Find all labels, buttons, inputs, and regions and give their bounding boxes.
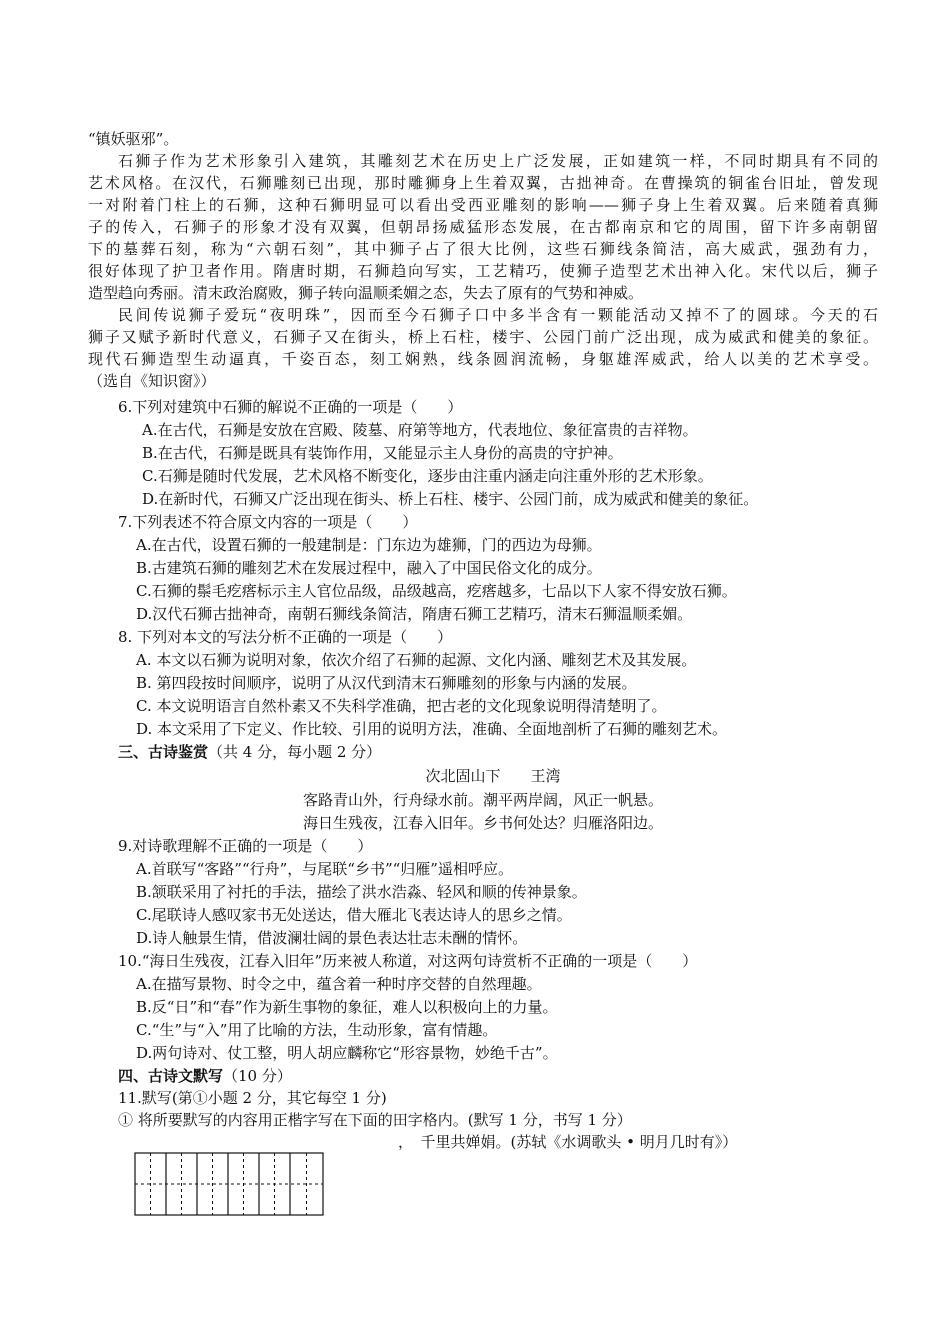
section-4-heading (118, 1065, 878, 1087)
question-6-option-a: A.在古代，石狮是安放在宫殿、陵墓、府第等地方，代表地位、象征富贵的吉祥物。 (142, 421, 698, 439)
question-8-option-c: C. 本文说明语言自然朴素又不失科学准确，把古老的文化现象说明得清楚明了。 (136, 697, 667, 715)
section-3-title: 三、古诗鉴赏 (118, 743, 209, 761)
passage-line: 民间传说狮子爱玩“夜明珠”，因而至今石狮子口中多半含有一颗能活动又掉不了的圆球。今天的石 (118, 306, 878, 324)
question-10-option-c: C.“生”与“入”用了比喻的方法，生动形象，富有情趣。 (136, 1021, 498, 1039)
question-7-option-d: D.汉代石狮古拙神奇，南朝石狮线条简洁，隋唐石狮工艺精巧，清末石狮温顺柔媚。 (136, 605, 693, 623)
passage-line: 下的墓葬石刻，称为“六朝石刻”，其中狮子占了很大比例，这些石狮线条简洁，高大威武，强劲有力， (88, 240, 878, 258)
section-3-heading (118, 741, 878, 763)
passage-line: 石狮子作为艺术形象引入建筑，其雕刻艺术在历史上广泛发展，正如建筑一样，不同时期具有不同的 (118, 152, 878, 170)
question-9-option-c: C.尾联诗人感叹家书无处送达，借大雁北飞表达诗人的思乡之情。 (136, 906, 572, 924)
question-8-option-b: B. 第四段按时间顺序，说明了从汉代到清末石狮雕刻的形象与内涵的发展。 (136, 674, 637, 692)
question-10-option-d: D.两句诗对、仗工整，明人胡应麟称它“形容景物，妙绝千古”。 (136, 1044, 558, 1062)
question-8-stem: 8. 下列对本文的写法分析不正确的一项是（ ） (118, 628, 453, 646)
question-9-option-d: D.诗人触景生情，借波澜壮阔的景色表达壮志未酬的情怀。 (136, 929, 528, 947)
question-7-option-c: C.石狮的鬃毛疙瘩标示主人官位品级，品级越高，疙瘩越多，七品以下人家不得安放石狮。 (136, 582, 737, 600)
passage-line: 艺术风格。在汉代，石狮雕刻已出现，那时雕狮身上生着双翼，古拙神奇。在曹操筑的铜雀台旧址，曾发现 (88, 174, 878, 192)
question-6-stem: 6.下列对建筑中石狮的解说不正确的一项是（ ） (118, 398, 463, 416)
passage-line: 现代石狮造型生动逼真，千姿百态，刻工娴熟，线条圆润流畅，身躯雄浑威武，给人以美的艺术享受。 (88, 350, 878, 368)
question-10-option-a: A.在描写景物、时令之中，蕴含着一种时序交替的自然理趣。 (136, 975, 542, 993)
question-6-option-b: B.在古代，石狮是既具有装饰作用，又能显示主人身份的高贵的守护神。 (142, 444, 623, 462)
section-4-title: 四、古诗文默写 (118, 1067, 224, 1085)
passage-line: 子的传入，石狮子的形象才没有双翼，但朝昂扬威猛形态发展，在古都南京和它的周围，留下许多南朝留 (88, 218, 878, 236)
question-9-option-b: B.颔联采用了衬托的手法，描绘了洪水浩淼、轻风和顺的传神景象。 (136, 883, 587, 901)
poem-line: 海日生残夜，江春入旧年。乡书何处达？归雁洛阳边。 (302, 814, 663, 832)
passage-line: 一对附着门柱上的石狮，这种石狮明显可以看出受西亚雕刻的影响——狮子身上生着双翼。后来随着真狮 (88, 196, 878, 214)
question-11-stem: 11.默写(第①小题 2 分，其它每空 1 分) (118, 1089, 387, 1107)
section-4-score: （10 分） (223, 1067, 292, 1085)
passage-line: 造型趋向秀丽。清末政治腐败，狮子转向温顺柔媚之态，失去了原有的气势和神威。 (88, 284, 644, 302)
passage-line: 狮子又赋予新时代意义，石狮子又在街头，桥上石柱，楼宇、公园门前广泛出现，成为威武和健美的象征。 (88, 328, 878, 346)
tianzige-grid[interactable] (134, 1152, 324, 1216)
poem-title: 次北固山下 王湾 (425, 767, 561, 785)
section-3-score: （共 4 分，每小题 2 分） (208, 743, 382, 761)
question-8-option-a: A. 本文以石狮为说明对象，依次介绍了石狮的起源、文化内涵、雕刻艺术及其发展。 (136, 651, 697, 669)
question-7-stem: 7.下列表述不符合原文内容的一项是（ ） (118, 513, 418, 531)
question-11-blank-line: ， 千里共婵娟。(苏轼《水调歌头 • 明月几时有》） (398, 1133, 738, 1151)
question-10-option-b: B.反“日”和“春”作为新生事物的象征，难人以积极向上的力量。 (136, 998, 558, 1016)
question-11-sub1: ① 将所要默写的内容用正楷字写在下面的田字格内。(默写 1 分，书写 1 分） (118, 1111, 632, 1129)
passage-line: 很好体现了护卫者作用。隋唐时期，石狮趋向写实，工艺精巧，使狮子造型艺术出神入化。宋代以后，狮子 (88, 262, 878, 280)
question-6-option-d: D.在新时代，石狮又广泛出现在街头、桥上石柱、楼宇、公园门前，成为威武和健美的象征。 (142, 490, 759, 508)
passage-source: （选自《知识窗》） (88, 372, 216, 390)
question-7-option-b: B.古建筑石狮的雕刻艺术在发展过程中，融入了中国民俗文化的成分。 (136, 559, 602, 577)
passage-line: “镇妖驱邪”。 (88, 130, 179, 148)
question-7-option-a: A.在古代，设置石狮的一般建制是：门东边为雄狮，门的西边为母狮。 (136, 536, 602, 554)
question-8-option-d: D. 本文采用了下定义、作比较、引用的说明方法，准确、全面地剖析了石狮的雕刻艺术。 (136, 720, 728, 738)
question-6-option-c: C.石狮是随时代发展，艺术风格不断变化，逐步由注重内涵走向注重外形的艺术形象。 (142, 467, 713, 485)
poem-line: 客路青山外，行舟绿水前。潮平两岸阔，风正一帆悬。 (302, 791, 663, 809)
question-9-option-a: A.首联写“客路”“行舟”，与尾联“乡书”“归雁”遥相呼应。 (136, 860, 513, 878)
question-9-stem: 9.对诗歌理解不正确的一项是（ ） (118, 837, 373, 855)
question-10-stem: 10.“海日生残夜，江春入旧年”历来被人称道，对这两句诗赏析不正确的一项是（ ） (118, 952, 698, 970)
